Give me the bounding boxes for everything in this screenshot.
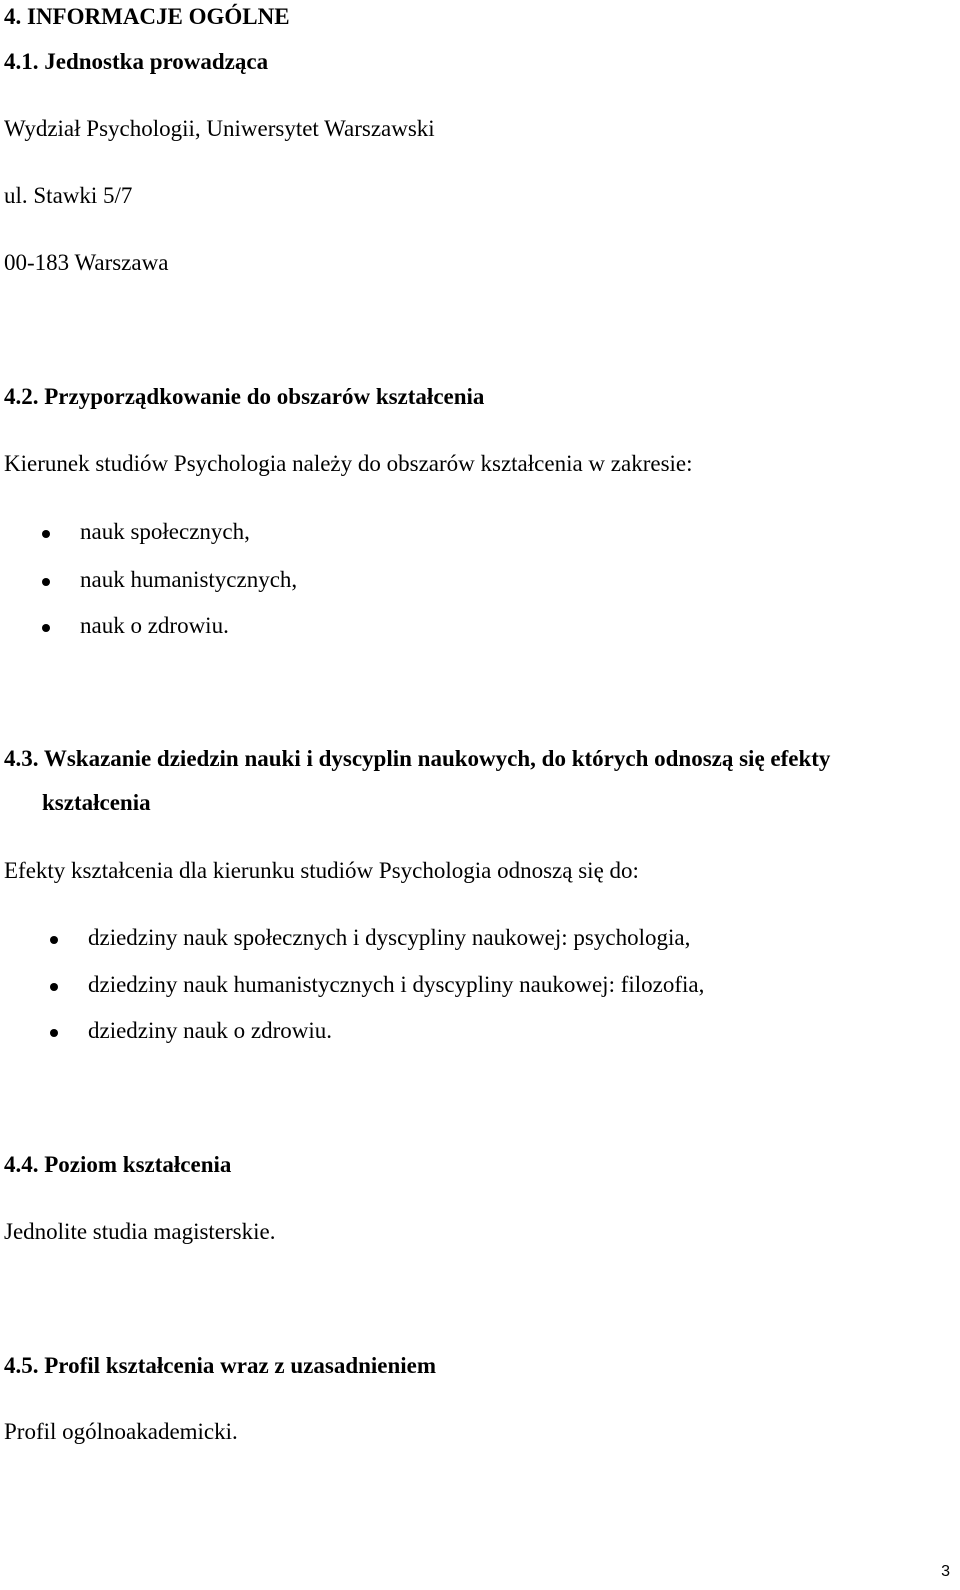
section-4-2-heading: 4.2. Przyporządkowanie do obszarów kształcenia [4, 384, 485, 409]
bullet-icon [42, 530, 50, 538]
section-4-5-heading: 4.5. Profil kształcenia wraz z uzasadnieniem [4, 1353, 437, 1378]
section-4-1-heading: 4.1. Jednostka prowadząca [4, 49, 269, 74]
section-4-3-heading-continued: kształcenia [42, 790, 151, 815]
institution-name: Wydział Psychologii, Uniwersytet Warszawski [4, 116, 435, 141]
list-item-text: nauk humanistycznych, [80, 567, 298, 592]
list-item-text: nauk społecznych, [80, 519, 250, 544]
education-level: Jednolite studia magisterskie. [4, 1219, 276, 1244]
bullet-icon [42, 624, 50, 632]
bullet-icon [50, 1029, 58, 1037]
bullet-icon [42, 578, 50, 586]
section-4-heading: 4. INFORMACJE OGÓLNE [4, 4, 290, 29]
list-item-text: dziedziny nauk humanistycznych i dyscypliny naukowej: filozofia, [88, 972, 705, 997]
section-4-3-intro: Efekty kształcenia dla kierunku studiów Psychologia odnoszą się do: [4, 858, 639, 883]
institution-city: 00-183 Warszawa [4, 250, 169, 275]
list-item-text: dziedziny nauk o zdrowiu. [88, 1018, 332, 1043]
education-profile: Profil ogólnoakademicki. [4, 1419, 238, 1444]
bullet-icon [50, 983, 58, 991]
page-number: 3 [941, 1563, 950, 1580]
bullet-icon [50, 936, 58, 944]
list-item-text: nauk o zdrowiu. [80, 613, 229, 638]
list-item-text: dziedziny nauk społecznych i dyscypliny naukowej: psychologia, [88, 925, 691, 950]
section-4-3-heading: 4.3. Wskazanie dziedzin nauki i dyscyplin naukowych, do których odnoszą się efekty [4, 746, 831, 771]
institution-street: ul. Stawki 5/7 [4, 183, 133, 208]
section-4-2-intro: Kierunek studiów Psychologia należy do obszarów kształcenia w zakresie: [4, 451, 693, 476]
section-4-4-heading: 4.4. Poziom kształcenia [4, 1152, 232, 1177]
